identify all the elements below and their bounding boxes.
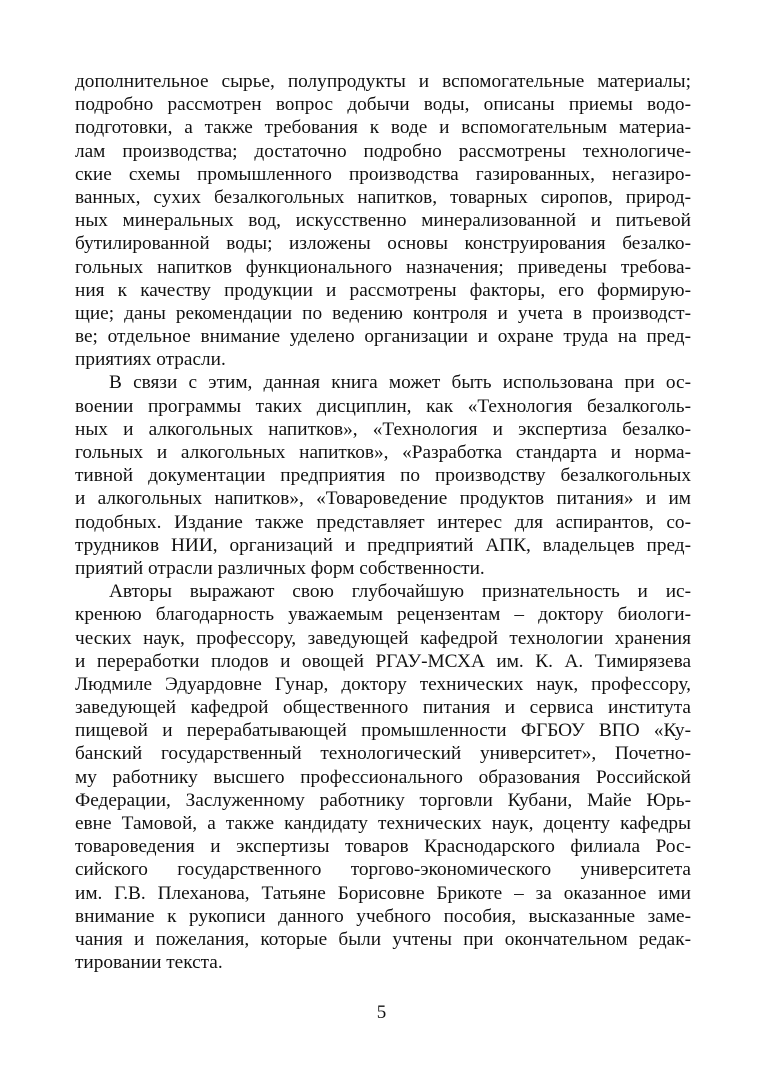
paragraph-2 (75, 371, 691, 580)
text-line: лам производства; достаточно подробно рассмотрены технологиче- (75, 140, 691, 162)
text-line: ванных, сухих безалкогольных напитков, товарных сиропов, природ- (75, 186, 691, 208)
text-line: сийского государственного торгово-экономического университета (75, 859, 691, 881)
text-line: трудников НИИ, организаций и предприятий АПК, владельцев пред- (75, 534, 691, 556)
text-line: воении программы таких дисциплин, как «Технология безалкоголь- (75, 395, 691, 417)
text-line: ве; отдельное внимание уделено организации и охране труда на пред- (75, 326, 691, 348)
text-line: ния к качеству продукции и рассмотрены факторы, его формирую- (75, 279, 691, 301)
text-line: и переработки плодов и овощей РГАУ-МСХА им. К. А. Тимирязева (75, 650, 691, 672)
text-line: внимание к рукописи данного учебного пособия, высказанные заме- (75, 905, 691, 927)
paragraph-3 (75, 580, 691, 974)
text-line: Людмиле Эдуардовне Гунар, доктору технических наук, профессору, (75, 673, 691, 695)
text-line: им. Г.В. Плеханова, Татьяне Борисовне Брикоте – за оказанное ими (75, 882, 691, 904)
text-line: подобных. Издание также представляет интерес для аспирантов, со- (75, 511, 691, 533)
text-line: гольных напитков функционального назначения; приведены требова- (75, 256, 691, 278)
text-line: подготовки, а также требования к воде и вспомогательным материа- (75, 117, 691, 139)
document-page (75, 70, 691, 974)
text-line: В связи с этим, данная книга может быть использована при ос- (109, 372, 691, 394)
text-line: банский государственный технологический университет», Почетно- (75, 743, 691, 765)
paragraph-1 (75, 70, 691, 371)
text-line: заведующей кафедрой общественного питания и сервиса института (75, 697, 691, 719)
text-line: евне Тамовой, а также кандидату технических наук, доценту кафедры (75, 813, 691, 834)
text-line: пищевой и перерабатывающей промышленности ФГБОУ ВПО «Ку- (75, 720, 691, 742)
text-line: Авторы выражают свою глубочайшую признательность и ис- (109, 581, 691, 603)
page-number: 5 (376, 1002, 387, 1023)
text-line: тивной документации предприятия по производству безалкогольных (75, 465, 691, 487)
text-line: товароведения и экспертизы товаров Краснодарского филиала Рос- (75, 836, 691, 858)
text-line: чания и пожелания, которые были учтены при окончательном редак- (75, 928, 691, 950)
text-line: кренюю благодарность уважаемым рецензентам – доктору биологи- (75, 604, 691, 626)
text-line: приятиях отрасли. (75, 349, 226, 371)
text-line: подробно рассмотрен вопрос добычи воды, описаны приемы водо- (75, 94, 691, 116)
text-line: щие; даны рекомендации по ведению контроля и учета в производст- (75, 302, 691, 324)
text-line: приятий отрасли различных форм собственности. (75, 557, 485, 579)
text-line: бутилированной воды; изложены основы конструирования безалко- (75, 233, 691, 255)
text-line: тировании текста. (75, 952, 223, 974)
text-line: Федерации, Заслуженному работнику торговли Кубани, Майе Юрь- (75, 789, 691, 811)
text-line: ческих наук, профессору, заведующей кафедрой технологии хранения (75, 627, 691, 649)
text-line: и алкогольных напитков», «Товароведение продуктов питания» и им (75, 488, 691, 510)
text-line: дополнительное сырье, полупродукты и вспомогательные материалы; (75, 71, 691, 92)
text-line: му работнику высшего профессионального образования Российской (75, 766, 691, 788)
text-line: ские схемы промышленного производства газированных, негазиро- (75, 163, 691, 185)
text-line: ных минеральных вод, искусственно минерализованной и питьевой (75, 210, 691, 232)
text-line: ных и алкогольных напитков», «Технология и экспертиза безалко- (75, 418, 691, 440)
text-line: гольных и алкогольных напитков», «Разработка стандарта и норма- (75, 442, 691, 463)
